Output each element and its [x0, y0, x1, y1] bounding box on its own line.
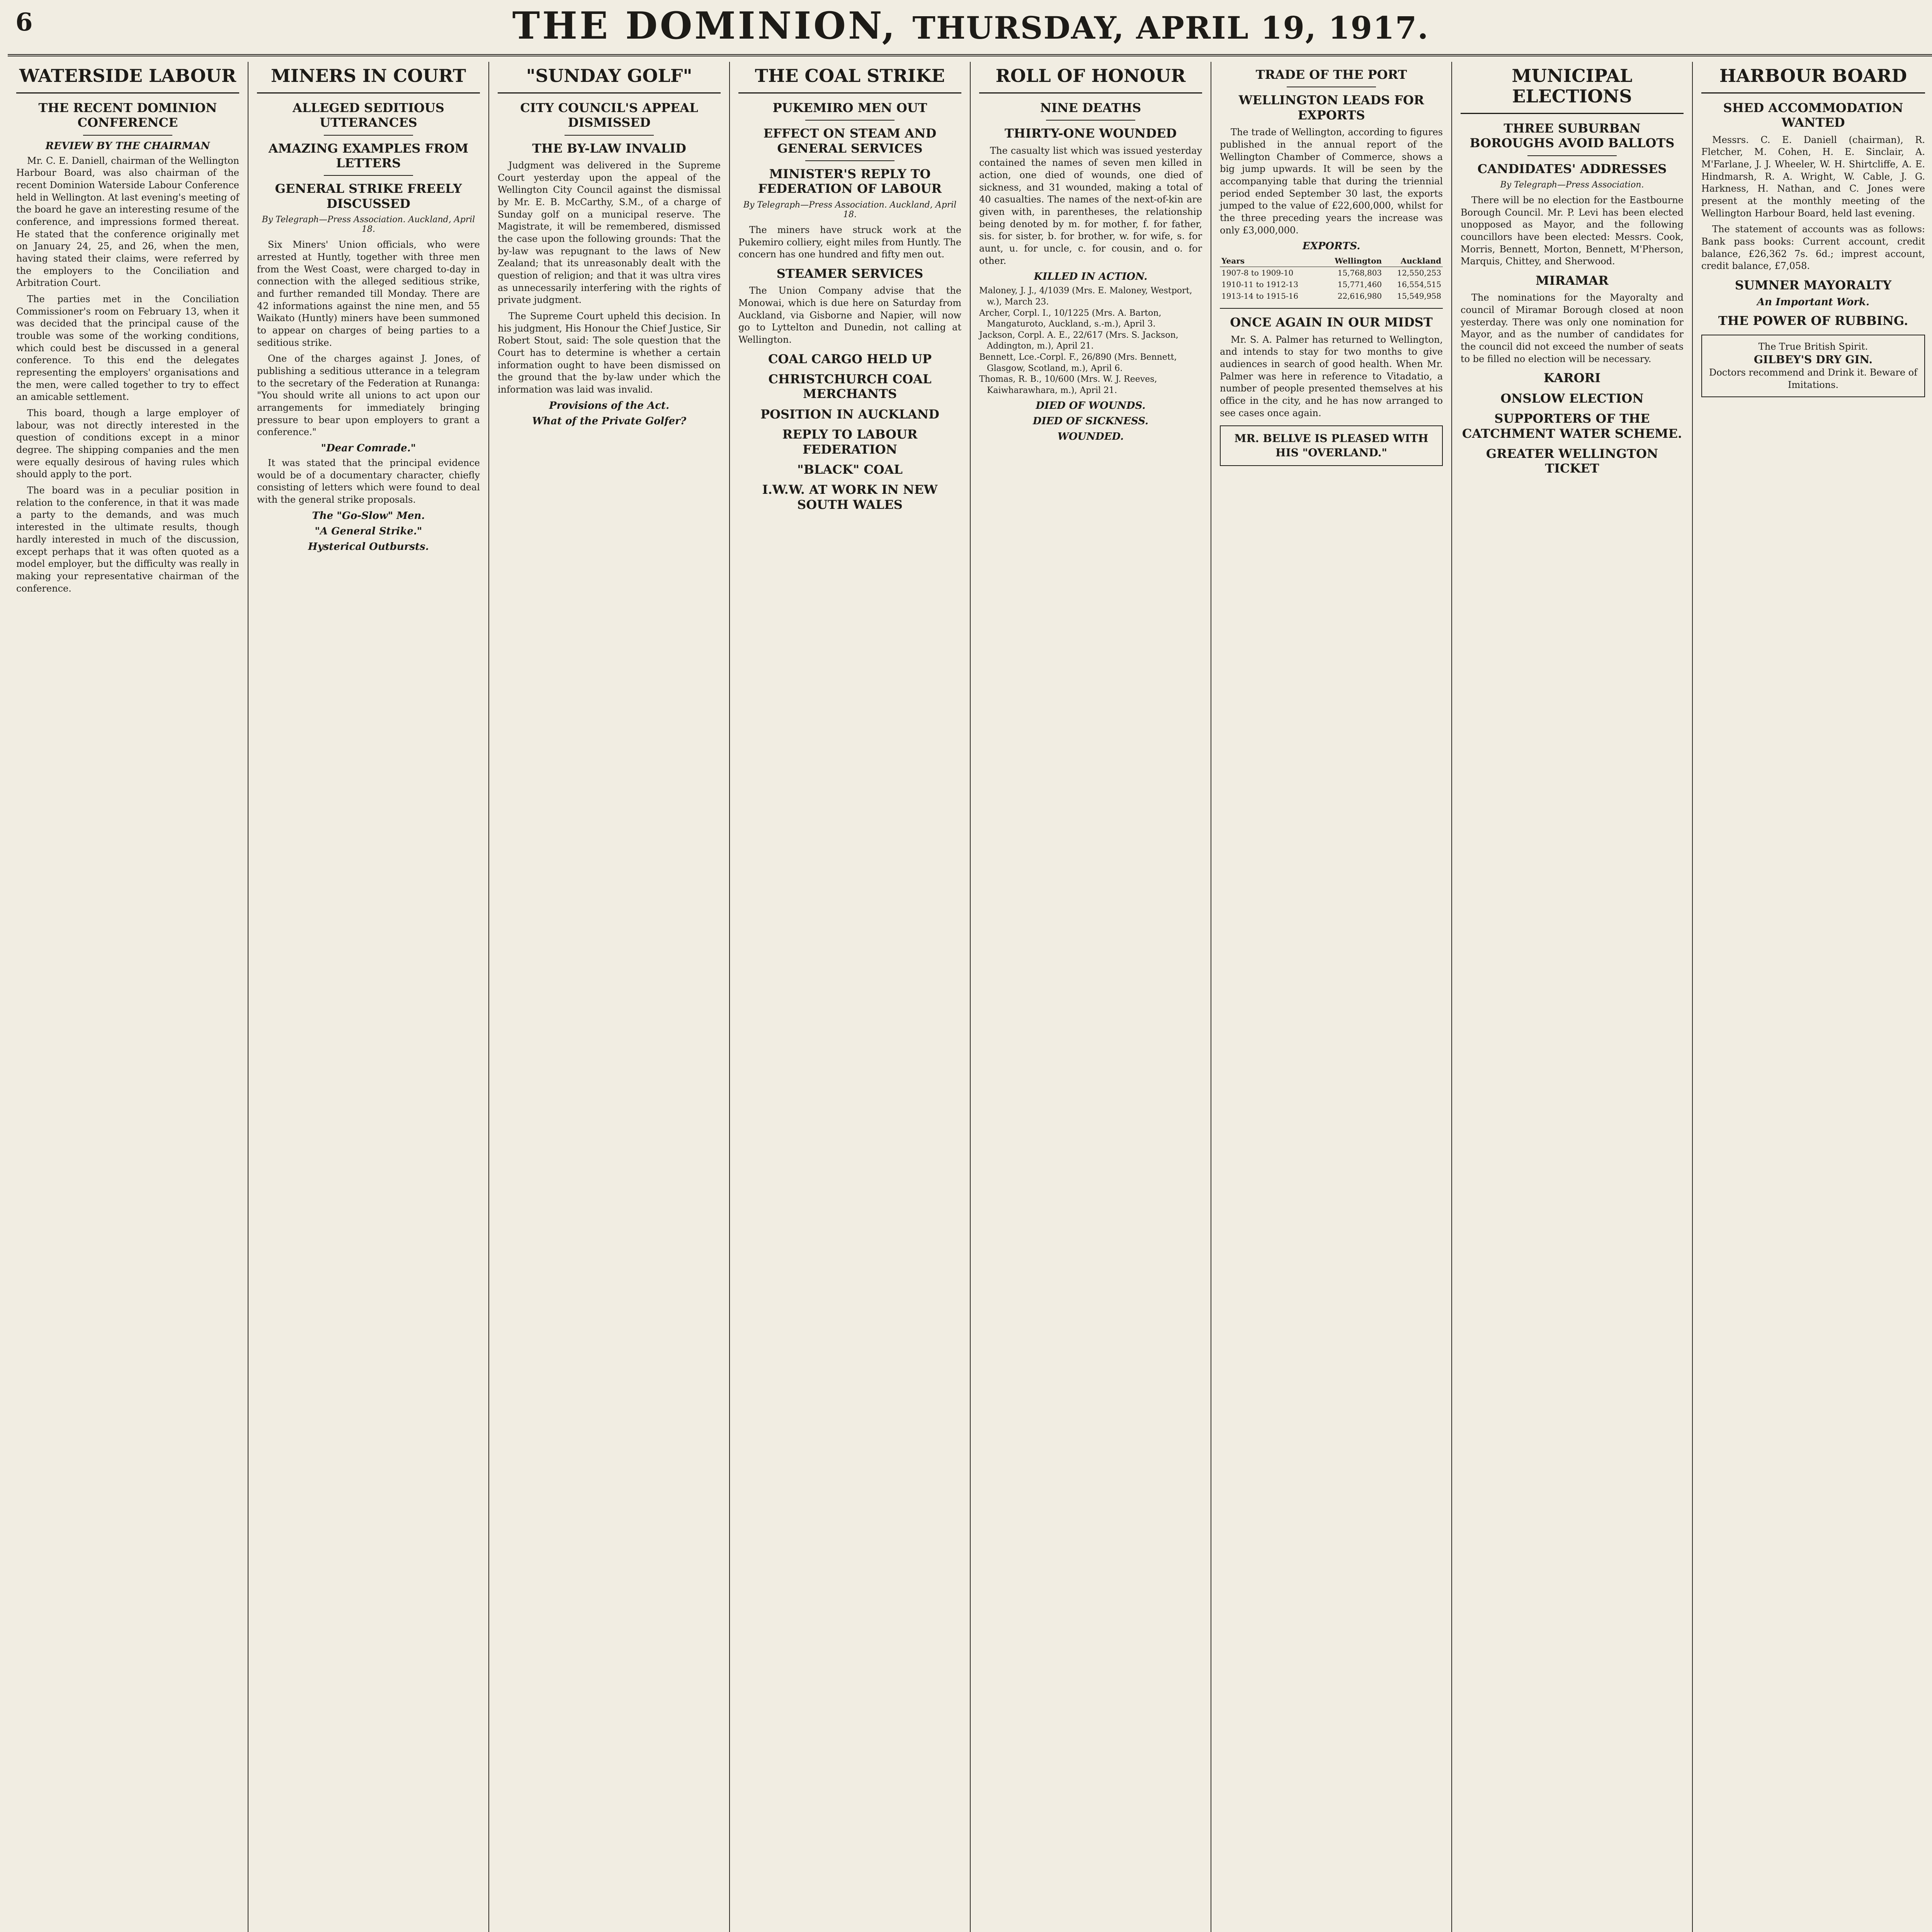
table-cell: 15,768,803	[1337, 268, 1382, 278]
section-subhead: The "Go-Slow" Men.	[312, 510, 425, 522]
subheadline: THE RECENT DOMINION CONFERENCE	[38, 100, 217, 130]
ad-title: MR. BELLVE IS PLEASED WITH HIS "OVERLAND."	[1234, 432, 1429, 459]
divider	[324, 175, 413, 176]
masthead-title-row	[8, 4, 1932, 48]
section-subhead: STEAMER SERVICES	[776, 266, 923, 281]
exports-table	[1220, 255, 1443, 302]
section-subhead: REPLY TO LABOUR FEDERATION	[782, 427, 918, 457]
divider	[805, 120, 895, 121]
column-waterside-labour	[8, 62, 248, 1932]
list-heading: DIED OF SICKNESS.	[1032, 415, 1149, 427]
subheadline: THREE SUBURBAN BOROUGHS AVOID BALLOTS	[1469, 121, 1675, 151]
headline: MINERS IN COURT	[257, 62, 480, 94]
section-subhead: KARORI	[1543, 371, 1601, 386]
divider	[324, 135, 413, 136]
article-paragraph: This board, though a large employer of labour, was not directly interested in the question of conditions except in a minor degree. The shipping companies and the men were equally desirous of having rules which should apply to the port.	[16, 408, 239, 480]
article-paragraph: There will be no election for the Eastbourne Borough Council. Mr. P. Levi has been elected unopposed as Mayor, and the following councillors have been elected: Messrs. Cook, Morris, Bennett, Morton, Bennett, M'Pherson, Marquis, Chittey, and Sherwood.	[1461, 194, 1684, 267]
table-row	[1220, 267, 1443, 279]
subheadline: NINE DEATHS	[1040, 100, 1141, 115]
headline: "SUNDAY GOLF"	[498, 62, 721, 94]
headline: HARBOUR BOARD	[1701, 62, 1925, 94]
section-subhead: GREATER WELLINGTON TICKET	[1486, 446, 1658, 476]
section-subhead: "A General Strike."	[315, 525, 422, 537]
article-paragraph: The miners have struck work at the Pukemiro colliery, eight miles from Huntly. The concern has one hundred and fifty men out.	[738, 224, 961, 260]
section-subhead: POSITION IN AUCKLAND	[760, 406, 939, 422]
list-heading: KILLED IN ACTION.	[1034, 271, 1148, 283]
table-header: Years	[1220, 255, 1320, 267]
divider	[805, 160, 895, 161]
byline: By Telegraph—Press Association.	[1500, 180, 1644, 190]
masthead	[8, 0, 1932, 56]
table-cell: 15,771,460	[1337, 280, 1382, 289]
article-paragraph: The nominations for the Mayoralty and council of Miramar Borough closed at noon yesterday. There was only one nomination for Mayor, and as the number of candidates for the council did not exceed the number of seats to be filled no election will be necessary.	[1461, 292, 1684, 364]
article-paragraph: Messrs. C. E. Daniell (chairman), R. Fletcher, M. Cohen, H. E. Sinclair, A. M'Farlane, J. J. Wheeler, W. H. Shirtcliffe, A. E. Hindmarsh, R. A. Wright, W. Cable, J. G. Harkness, H. Nathan, and C. Jones were present at the monthly meeting of the Wellington Harbour Board, held last evening.	[1701, 134, 1925, 219]
article-paragraph: It was stated that the principal evidence would be of a documentary character, chiefly consisting of letters which were found to deal with the general strike proposals.	[257, 457, 480, 505]
table-heading: EXPORTS.	[1302, 240, 1361, 252]
subheadline: ONCE AGAIN IN OUR MIDST	[1230, 315, 1433, 330]
list-item: Bennett, Lce.-Corpl. F., 26/890 (Mrs. Bennett, Glasgow, Scotland, m.), April 6.	[979, 352, 1177, 373]
section-subhead: MIRAMAR	[1536, 273, 1609, 288]
article-paragraph: Six Miners' Union officials, who were arrested at Huntly, together with three men from the West Coast, were charged to-day in connection with the alleged seditious strike, and further remanded till Monday. There are 42 informations against the nine men, and 55 Waikato (Huntly) miners have been summoned to appear on charges of being parties to a seditious strike.	[257, 239, 480, 348]
section-subhead: What of the Private Golfer?	[532, 415, 686, 427]
section-subhead: An Important Work.	[1757, 296, 1870, 308]
section-subhead: Hysterical Outbursts.	[308, 541, 429, 553]
article-paragraph: The Supreme Court upheld this decision. In his judgment, His Honour the Chief Justice, Sir Robert Stout, said: The sole question that the Court has to determine is whether a certain information ought to have been dismissed on the ground that the by-law under which the information was laid was invalid.	[498, 311, 721, 395]
section-subhead: COAL CARGO HELD UP	[768, 351, 932, 366]
list-item: Archer, Corpl. I., 10/1225 (Mrs. A. Barton, Mangaturoto, Auckland, s.-m.), April 3.	[979, 308, 1162, 329]
ad-line: The True British Spirit.	[1758, 341, 1868, 352]
table-row	[1220, 290, 1443, 302]
subheadline: GENERAL STRIKE FREELY DISCUSSED	[275, 181, 462, 211]
column-roll-of-honour	[971, 62, 1211, 1932]
subheadline: MINISTER'S REPLY TO FEDERATION OF LABOUR	[758, 167, 942, 196]
article-paragraph: The parties met in the Conciliation Commissioner's room on February 13, when it was decided that the principal cause of the trouble was some of the working conditions, which could best be discussed in a general conference. To this end the delegates representing the employers' organisations and the men, were called together to try to effect an amicable settlement.	[16, 294, 239, 403]
section-subhead: Provisions of the Act.	[549, 400, 670, 412]
section-subhead: SUPPORTERS OF THE CATCHMENT WATER SCHEME.	[1462, 411, 1682, 441]
list-heading: WOUNDED.	[1057, 431, 1124, 443]
ad-title: GILBEY'S DRY GIN.	[1753, 353, 1873, 366]
headline: THE COAL STRIKE	[738, 62, 961, 94]
gin-advertisement	[1701, 335, 1925, 397]
article-paragraph: One of the charges against J. Jones, of publishing a seditious utterance in a telegram to the secretary of the Federation at Runanga: "You should write all unions to act upon our arrangements for immediately bringing pressure to bear upon employers to grant a conference."	[257, 353, 480, 438]
table-cell: 1910-11 to 1912-13	[1221, 280, 1299, 289]
column-trade-of-the-port	[1211, 62, 1452, 1932]
subheadline: EFFECT ON STEAM AND GENERAL SERVICES	[763, 126, 937, 156]
subheadline: REVIEW BY THE CHAIRMAN	[45, 140, 210, 152]
list-item: Thomas, R. B., 10/600 (Mrs. W. J. Reeves, Kaiwharawhara, m.), April 21.	[979, 374, 1157, 395]
table-row	[1220, 279, 1443, 290]
headline: MUNICIPAL ELECTIONS	[1461, 62, 1684, 114]
advertisement	[1220, 425, 1443, 466]
casualty-list	[979, 286, 1202, 396]
section-subhead: "Dear Comrade."	[321, 442, 416, 454]
byline: By Telegraph—Press Association. Auckland, April 18.	[262, 215, 475, 235]
divider	[83, 135, 172, 136]
article-paragraph: Judgment was delivered in the Supreme Court yesterday upon the appeal of the Wellington City Council against the dismissal by Mr. E. B. McCarthy, S.M., of a charge of Sunday golf on a municipal reserve. The Magistrate, it will be remembered, dismissed the case upon the following grounds: That the by-law was repugnant to the laws of New Zealand; that its unreasonably dealt with the question of religion; and that it was ultra vires as unnecessarily interfering with the rights of private judgment.	[498, 160, 721, 306]
section-subhead: SUMNER MAYORALTY	[1735, 278, 1892, 293]
table-cell: 1907-8 to 1909-10	[1221, 268, 1294, 278]
table-cell: 16,554,515	[1397, 280, 1441, 289]
table-cell: 15,549,958	[1397, 291, 1441, 301]
table-header-row	[1220, 255, 1443, 267]
subheadline: PUKEMIRO MEN OUT	[772, 100, 927, 115]
subheadline: ALLEGED SEDITIOUS UTTERANCES	[293, 100, 444, 130]
table-cell: 12,550,253	[1397, 268, 1441, 278]
subheadline: THE BY-LAW INVALID	[532, 141, 686, 156]
subheadline: THIRTY-ONE WOUNDED	[1004, 126, 1177, 141]
list-item: Maloney, J. J., 4/1039 (Mrs. E. Maloney, Westport, w.), March 23.	[979, 286, 1192, 307]
column-coal-strike	[730, 62, 971, 1932]
headline: ROLL OF HONOUR	[979, 62, 1202, 94]
column-grid	[8, 62, 1932, 1932]
subheadline: SHED ACCOMMODATION WANTED	[1723, 100, 1903, 130]
column-sunday-golf	[489, 62, 730, 1932]
table-cell: 1913-14 to 1915-16	[1221, 291, 1299, 301]
ad-tagline: Doctors recommend and Drink it. Beware of Imitations.	[1709, 367, 1918, 390]
section-subhead: I.W.W. AT WORK IN NEW SOUTH WALES	[762, 482, 938, 512]
section-subhead: CHRISTCHURCH COAL MERCHANTS	[768, 372, 932, 401]
subheadline: AMAZING EXAMPLES FROM LETTERS	[268, 141, 469, 171]
page-number: 6	[15, 8, 33, 37]
section-subhead: "BLACK" COAL	[797, 462, 903, 477]
subheadline: CITY COUNCIL'S APPEAL DISMISSED	[520, 100, 698, 130]
column-harbour-board	[1693, 62, 1932, 1932]
article-paragraph: Mr. C. E. Daniell, chairman of the Wellington Harbour Board, was also chairman of the recent Dominion Waterside Labour Conference held in Wellington. At last evening's meeting of the board he gave an interesting resume of the conference, and impressions formed thereat. He stated that the conference originally met on January 24, 25, and 26, when the men, having stated their claims, were referred by the employers to the Conciliation and Arbitration Court.	[16, 155, 239, 289]
article-paragraph: The board was in a peculiar position in relation to the conference, in that it was made a party to the demands, and was much interested in the ultimate results, though hardly interested in much of the discussion, except perhaps that it was often quoted as a model employer, but the difficulty was really in making your representative chairman of the conference.	[16, 485, 239, 594]
table-header: Auckland	[1383, 255, 1443, 267]
newspaper-title: THE DOMINION,	[512, 4, 897, 48]
divider	[1527, 155, 1617, 156]
table-header: Wellington	[1320, 255, 1383, 267]
article-paragraph: The casualty list which was issued yesterday contained the names of seven men killed in action, one died of wounds, one died of sickness, and 31 wounded, making a total of 40 casualties. The names of the next-of-kin are given with, in parentheses, the relationship being denoted by m. for mother, f. for father, sis. for sister, b. for brother, w. for wife, s. for aunt, u. for uncle, c. for cousin, and o. for other.	[979, 145, 1202, 266]
column-miners-in-court	[248, 62, 489, 1932]
headline: WATERSIDE LABOUR	[16, 62, 239, 94]
article-paragraph: The Union Company advise that the Monowai, which is due here on Saturday from Auckland, via Gisborne and Napier, will now go to Lyttelton and Dunedin, not calling at Wellington.	[738, 285, 961, 345]
subheadline: CANDIDATES' ADDRESSES	[1477, 161, 1667, 176]
divider	[1220, 308, 1443, 309]
section-subhead: THE POWER OF RUBBING.	[1718, 313, 1908, 328]
list-heading: DIED OF WOUNDS.	[1036, 400, 1146, 412]
list-item: Jackson, Corpl. A. E., 22/617 (Mrs. S. Jackson, Addington, m.), April 21.	[979, 330, 1179, 351]
section-subhead: ONSLOW ELECTION	[1500, 391, 1644, 406]
byline: By Telegraph—Press Association. Auckland, April 18.	[743, 200, 957, 219]
column-municipal-elections	[1452, 62, 1693, 1932]
subheadline: WELLINGTON LEADS FOR EXPORTS	[1238, 93, 1424, 122]
divider	[1046, 120, 1135, 121]
article-paragraph: Mr. S. A. Palmer has returned to Wellington, and intends to stay for two months to give audiences in search of good health. When Mr. Palmer was here in reference to Vitadatio, a number of people presented themselves at his office in the city, and he has now arranged to see cases once again.	[1220, 334, 1443, 418]
issue-date: THURSDAY, APRIL 19, 1917.	[912, 10, 1429, 46]
table-cell: 22,616,980	[1337, 291, 1382, 301]
divider	[565, 135, 654, 136]
subheadline: TRADE OF THE PORT	[1255, 67, 1407, 82]
article-paragraph: The trade of Wellington, according to figures published in the annual report of the Wellington Chamber of Commerce, shows a big jump upwards. It will be seen by the accompanying table that during the triennial period ended September 30 last, the exports jumped to the value of £22,600,000, whilst for the three preceding years the increase was only £3,000,000.	[1220, 127, 1443, 236]
article-paragraph: The statement of accounts was as follows: Bank pass books: Current account, credit balance, £26,362 7s. 6d.; imprest account, credit balance, £7,058.	[1701, 224, 1925, 272]
